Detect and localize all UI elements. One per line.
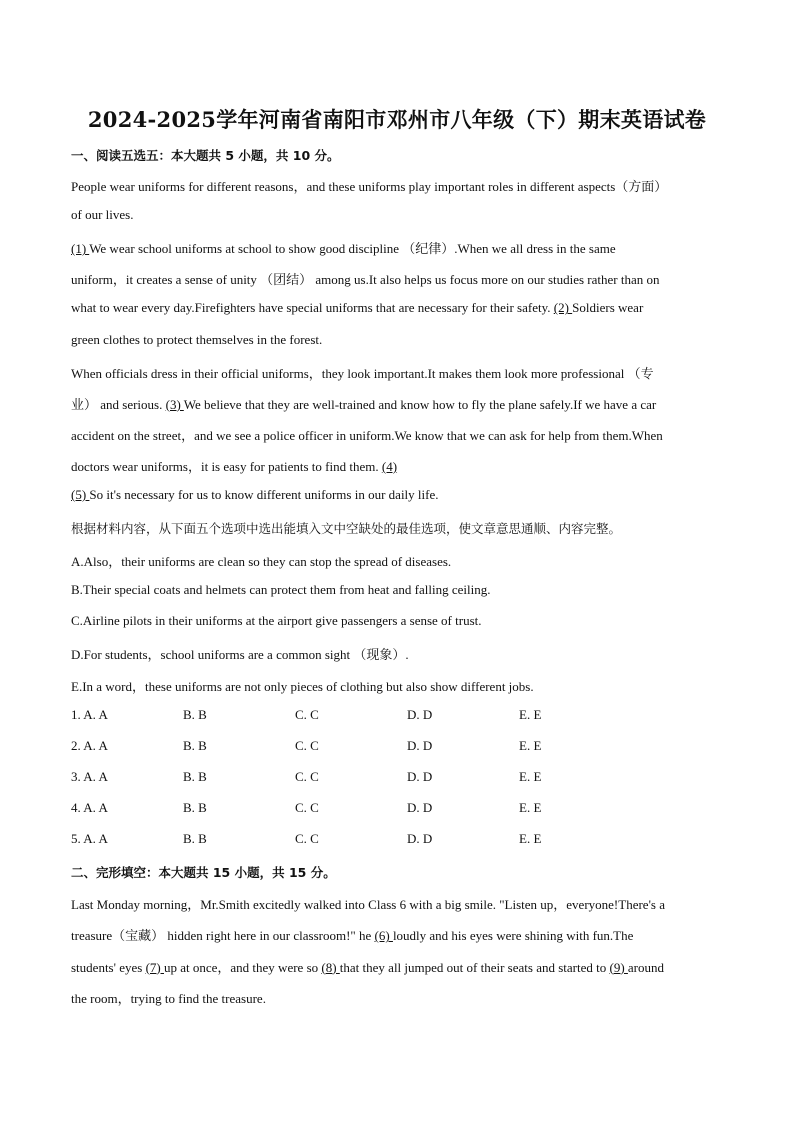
choice-option[interactable]: C. C	[295, 707, 319, 722]
option-b: B.Their special coats and helmets can protect them from heat and falling ceiling.	[71, 582, 491, 597]
blank-number: (9)	[609, 959, 628, 975]
blank-number: (3)	[165, 396, 184, 412]
choice-option[interactable]: B. B	[183, 738, 207, 753]
passage-text: accident on the street，and we see a police officer in uniform.We know that we can ask for help from them.When	[71, 427, 663, 443]
passage-text: green clothes to protect themselves in the forest.	[71, 331, 323, 347]
passage-text: loudly and his eyes were shining with fun.The	[392, 928, 634, 944]
choice-option[interactable]: B. B	[183, 769, 207, 784]
section2-line	[71, 957, 721, 976]
choice-option[interactable]: E. E	[519, 769, 542, 784]
passage-text: up at once，and they were so	[163, 959, 322, 975]
section1-heading: 一、阅读五选五：本大题共 5 小题，共 10 分。	[71, 148, 340, 163]
section1-line	[71, 207, 721, 223]
section1-instruction: 根据材料内容，从下面五个选项中选出能填入文中空缺处的最佳选项，使文章意思通顺、内容完整。	[71, 521, 622, 536]
choice-option[interactable]: E. E	[519, 707, 542, 722]
passage-text: of our lives.	[71, 207, 134, 223]
choice-option[interactable]: D. D	[407, 769, 433, 784]
blank-number: (6)	[374, 928, 393, 944]
choice-option[interactable]: B. B	[183, 800, 207, 815]
section2-line	[71, 988, 721, 1007]
blank-number: (4)	[381, 458, 398, 474]
passage-text: We believe that they are well-trained and know how to fly the plane safely.If we have a car	[183, 396, 657, 412]
blank-number: (8)	[321, 959, 340, 975]
passage-text: treasure（宝藏） hidden right here in our classroom!" he	[71, 928, 375, 944]
choice-option[interactable]: D. D	[407, 831, 433, 846]
choice-option[interactable]: 1. A. A	[71, 707, 108, 722]
passage-text: Soldiers wear	[572, 300, 644, 316]
section2-heading: 二、完形填空：本大题共 15 小题，共 15 分。	[71, 865, 336, 880]
section1-line	[71, 269, 721, 288]
choice-option[interactable]: C. C	[295, 831, 319, 846]
passage-text: So it's necessary for us to know different uniforms in our daily life.	[89, 487, 439, 502]
section2-line	[71, 894, 721, 913]
choice-option[interactable]: E. E	[519, 738, 542, 753]
passage-text: People wear uniforms for different reasons，and these uniforms play important roles in different aspects（方面）	[71, 179, 668, 194]
choice-option[interactable]: 2. A. A	[71, 738, 108, 753]
choice-option[interactable]: E. E	[519, 831, 542, 846]
option-c: C.Airline pilots in their uniforms at the airport give passengers a sense of trust.	[71, 613, 482, 628]
passage-text: around	[627, 959, 665, 975]
passage-text: We wear school uniforms at school to show good discipline （纪律）.When we all dress in the same	[89, 241, 616, 257]
section1-line	[71, 456, 721, 475]
choice-option[interactable]: C. C	[295, 738, 319, 753]
choice-option[interactable]: D. D	[407, 800, 433, 815]
passage-text: Last Monday morning，Mr.Smith excitedly walked into Class 6 with a big smile. "Listen up，everyone!There's a	[71, 897, 665, 912]
passage-text: 业） and serious.	[71, 396, 166, 412]
choice-option[interactable]: 5. A. A	[71, 831, 108, 846]
section1-line	[71, 394, 721, 413]
choice-option[interactable]: B. B	[183, 831, 207, 846]
passage-text: students' eyes	[71, 959, 146, 975]
passage-text: that they all jumped out of their seats and started to	[339, 959, 610, 975]
passage-text: what to wear every day.Firefighters have special uniforms that are necessary for their safety.	[71, 300, 554, 316]
passage-text: doctors wear uniforms，it is easy for patients to find them.	[71, 458, 382, 474]
choice-option[interactable]: 3. A. A	[71, 769, 108, 784]
section1-line	[71, 332, 721, 348]
section1-line	[71, 300, 721, 316]
option-e: E.In a word，these uniforms are not only pieces of clothing but also show different jobs.	[71, 679, 534, 694]
section1-line	[71, 363, 721, 382]
choice-option[interactable]: D. D	[407, 738, 433, 753]
choice-option[interactable]: C. C	[295, 769, 319, 784]
section1-line	[71, 487, 721, 503]
passage-text: When officials dress in their official uniforms，they look important.It makes them look more professional （专	[71, 365, 654, 381]
blank-number: (2)	[553, 300, 573, 316]
section1-line	[71, 425, 721, 444]
blank-number: (1)	[71, 241, 90, 257]
choice-option[interactable]: 4. A. A	[71, 800, 108, 815]
passage-text: uniform，it creates a sense of unity （团结） among us.It also helps us focus more on our studies rather than on	[71, 272, 660, 288]
blank-number: (7)	[145, 959, 164, 975]
option-d: D.For students，school uniforms are a common sight （现象）.	[71, 647, 409, 662]
choice-option[interactable]: B. B	[183, 707, 207, 722]
choice-option[interactable]: C. C	[295, 800, 319, 815]
choice-option[interactable]: D. D	[407, 707, 433, 722]
section1-line	[71, 238, 721, 257]
blank-number: (5)	[71, 487, 90, 502]
passage-text: the room，trying to find the treasure.	[71, 990, 266, 1006]
page-title: 2024-2025学年河南省南阳市邓州市八年级（下）期末英语试卷	[87, 107, 707, 132]
section2-line	[71, 925, 721, 944]
section1-line	[71, 176, 721, 195]
choice-option[interactable]: E. E	[519, 800, 542, 815]
option-a: A.Also，their uniforms are clean so they can stop the spread of diseases.	[71, 554, 452, 569]
